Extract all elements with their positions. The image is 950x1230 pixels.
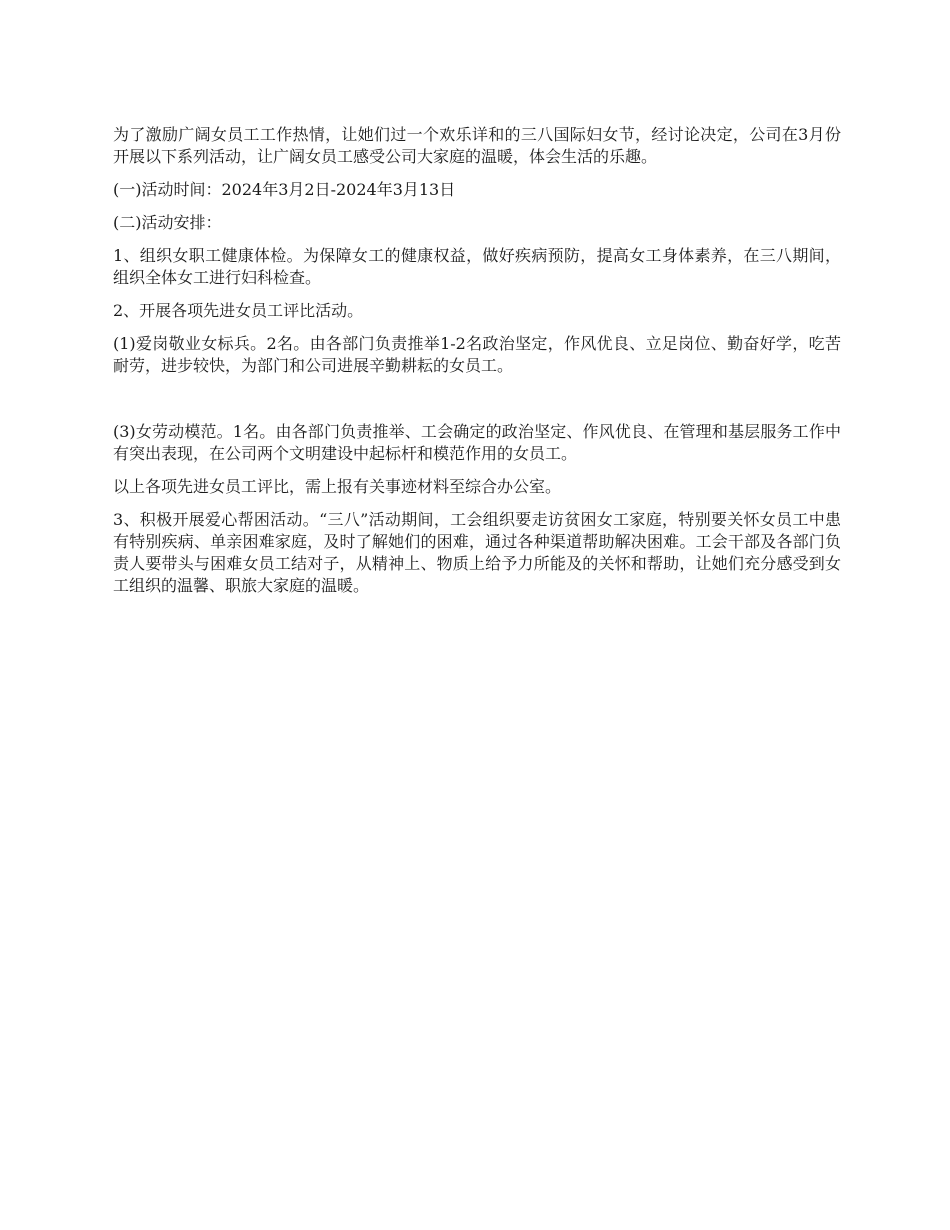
blank-gap [113, 388, 841, 421]
document-body [113, 124, 841, 608]
health-checkup-paragraph: 1、组织女职工健康体检。为保障女工的健康权益，做好疾病预防，提高女工身体素养，在三八期间，组织全体女工进行妇科检查。 [113, 246, 841, 287]
submission-note-paragraph: 以上各项先进女员工评比，需上报有关事迹材料至综合办公室。 [113, 477, 562, 496]
evaluation-heading: 2、开展各项先进女员工评比活动。 [113, 301, 364, 320]
model-worker-item-1: (1)爱岗敬业女标兵。2名。由各部门负责推举1-2名政治坚定，作风优良、立足岗位、勤奋好学，吃苦耐劳，进步较快，为部门和公司进展辛勤耕耘的女员工。 [113, 334, 841, 375]
activity-time-paragraph: (一)活动时间：2024年3月2日-2024年3月13日 [113, 180, 456, 199]
model-worker-item-3: (3)女劳动模范。1名。由各部门负责推举、工会确定的政治坚定、作风优良、在管理和基层服务工作中有突出表现，在公司两个文明建设中起标杆和模范作用的女员工。 [113, 422, 841, 463]
charity-activity-paragraph: 3、积极开展爱心帮困活动。“三八”活动期间，工会组织要走访贫困女工家庭，特别要关怀女员工中患有特别疾病、单亲困难家庭，及时了解她们的困难，通过各种渠道帮助解决困难。工会干部及各部门负责人要带头与困难女员工结对子，从精神上、物质上给予力所能及的关怀和帮助，让她们充分感受到女工组织的温馨、职旅大家庭的温暖。 [113, 510, 841, 595]
intro-paragraph: 为了激励广阔女员工工作热情，让她们过一个欢乐详和的三八国际妇女节，经讨论决定，公司在3月份开展以下系列活动，让广阔女员工感受公司大家庭的温暖，体会生活的乐趣。 [113, 125, 841, 166]
activity-arrangement-heading: (二)活动安排： [113, 213, 222, 232]
